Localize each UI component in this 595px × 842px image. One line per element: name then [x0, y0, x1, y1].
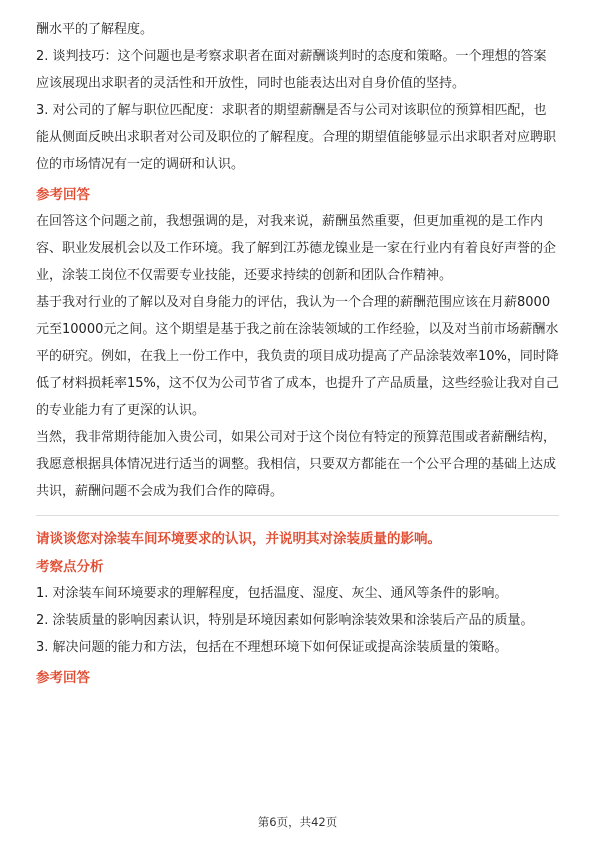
carry-over-line: 酬水平的了解程度。	[36, 22, 154, 37]
analysis-heading: 考察点分析	[36, 559, 104, 575]
document-page	[36, 16, 559, 691]
analysis-point-1: 1. 对涂装车间环境要求的理解程度，包括温度、湿度、灰尘、通风等条件的影响。	[36, 586, 508, 601]
page-footer: 第6页，共42页	[257, 815, 338, 829]
section-divider	[36, 515, 559, 516]
analysis-point-3: 3. 解决问题的能力和方法，包括在不理想环境下如何保证或提高涂装质量的策略。	[36, 640, 508, 655]
answer-heading-2: 参考回答	[36, 670, 90, 686]
answer-paragraph-3: 当然，我非常期待能加入贵公司，如果公司对于这个岗位有特定的预算范围或者薪酬结构，我愿意根据具体情况进行适当的调整。我相信，只要双方都能在一个公平合理的基础上达成共识，薪酬问题不会成为我们合作的障碍。	[36, 430, 557, 499]
answer-heading-1: 参考回答	[36, 187, 90, 203]
point-2-negotiation: 2. 谈判技巧：这个问题也是考察求职者在面对薪酬谈判时的态度和策略。一个理想的答案应该展现出求职者的灵活性和开放性，同时也能表达出对自身价值的坚持。	[36, 49, 547, 91]
point-3-company-fit: 3. 对公司的了解与职位匹配度：求职者的期望薪酬是否与公司对该职位的预算相匹配，也能从侧面反映出求职者对公司及职位的了解程度。合理的期望值能够显示出求职者对应聘职位的市场情况有一定的调研和认识。	[36, 103, 557, 172]
analysis-point-2: 2. 涂装质量的影响因素认识，特别是环境因素如何影响涂装效果和涂装后产品的质量。	[36, 613, 534, 628]
answer-paragraph-2: 基于我对行业的了解以及对自身能力的评估，我认为一个合理的薪酬范围应该在月薪8000元至10000元之间。这个期望是基于我之前在涂装领域的工作经验，以及对当前市场薪酬水平的研究。例如，在我上一份工作中，我负责的项目成功提高了产品涂装效率10%，同时降低了材料损耗率15%，这不仅为公司节省了成本，也提升了产品质量，这些经验让我对自己的专业能力有了更深的认识。	[36, 295, 559, 418]
question-title: 请谈谈您对涂装车间环境要求的认识，并说明其对涂装质量的影响。	[36, 531, 441, 547]
answer-paragraph-1: 在回答这个问题之前，我想强调的是，对我来说，薪酬虽然重要，但更加重视的是工作内容、职业发展机会以及工作环境。我了解到江苏德龙镍业是一家在行业内有着良好声誉的企业，涂装工岗位不仅需要专业技能，还要求持续的创新和团队合作精神。	[36, 214, 557, 283]
